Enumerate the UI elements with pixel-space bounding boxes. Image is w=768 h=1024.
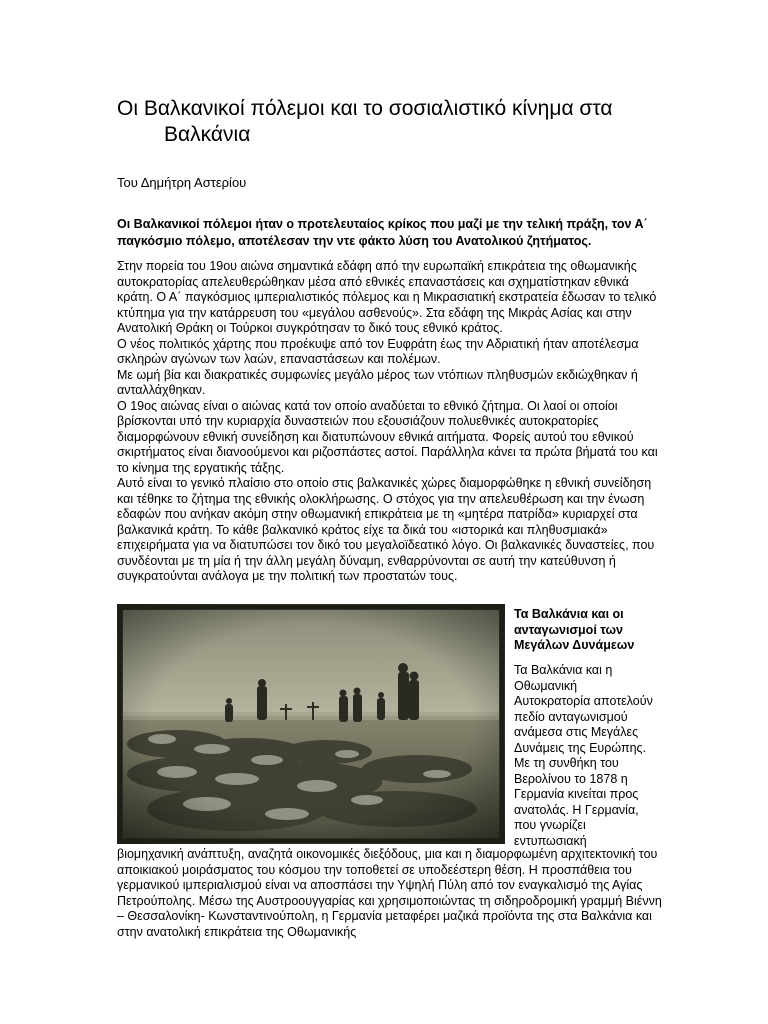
- continued-text: [117, 847, 662, 940]
- article-body: [117, 259, 662, 585]
- body-paragraph: Αυτό είναι το γενικό πλαίσιο στο οποίο στις βαλκανικές χώρες διαμορφώθηκε η εθνική συνείδηση και τέθηκε το ζήτημα της εθνικής ολοκλήρωσης. Ο στόχος για την απελευθέρωση και την ένωση εδαφών που ανήκαν ακόμη στην οθωμανική επικράτεια με τη «μητέρα πατρίδα» κυριαρχεί στα βαλκανικά κράτη. Το κάθε βαλκανικό κράτος είχε τα δικά του «ιστορικά και πληθυσμιακά» επιχειρήματα για να διατυπώσει τον δικό του μεγαλοϊδεατικό λόγο. Οι βαλκανικές δυναστείες, που συνδέονται με τη μία ή την άλλη μεγάλη δύναμη, ενθαρρύνονται σε αυτή την κατεύθυνση ή συγκρατούνται ανάλογα με την πολιτική των προστατών τους.: [117, 476, 655, 583]
- historical-photo: [117, 604, 505, 844]
- title-line-2: Βαλκάνια: [164, 123, 251, 146]
- body-paragraph: Με ωμή βία και διακρατικές συμφωνίες μεγάλο μέρος των ντόπιων πληθυσμών εκδιώχθηκαν ή ανταλλάχθηκαν.: [117, 367, 638, 397]
- body-paragraph: Στην πορεία του 19ου αιώνα σημαντικά εδάφη από την ευρωπαϊκή επικράτεια της οθωμανικής αυτοκρατορίας απελευθερώθηκαν μέσα από εθνικές επαναστάσεις και σχηματίστηκαν εθνικά κράτη. Ο Α΄ παγκόσμιος ιμπεριαλιστικός πόλεμος και η Μικρασιατική εκστρατεία έδωσαν το τελικό κτύπημα για την κατάρρευση του «μεγάλου ασθενούς». Στα εδάφη της Μικράς Ασίας και στην Ανατολική Θράκη οι Τούρκοι συγκρότησαν το δικό τους εθνικό κράτος.: [117, 259, 657, 335]
- body-paragraph: Ο νέος πολιτικός χάρτης που προέκυψε από τον Ευφράτη έως την Αδριατική ήταν αποτέλεσμα σκληρών αγώνων των λαών, επαναστάσεων και πολέμων.: [117, 336, 639, 366]
- author-byline: Του Δημήτρη Αστερίου: [117, 175, 247, 190]
- sidebar-heading: Τα Βαλκάνια και οι ανταγωνισμοί των Μεγάλων Δυνάμεων: [514, 607, 635, 652]
- body-paragraph: Ο 19ος αιώνας είναι ο αιώνας κατά τον οποίο αναδύεται το εθνικό ζήτημα. Οι λαοί οι οποίοι βρίσκονται υπό την κυριαρχία δυναστειών που εξουσιάζουν πολυεθνικές αυτοκρατορίες διαμορφώνουν εθνική συνείδηση και διατυπώνουν εθνικά αιτήματα. Φορείς αυτού του εθνικού σκιρτήματος είναι διανοούμενοι και ριζοσπάστες αστοί. Παράλληλα κάνει τα πρώτα βήματά του και το κίνημα της εργατικής τάξης.: [117, 398, 658, 475]
- title-line-1: Οι Βαλκανικοί πόλεμοι και το σοσιαλιστικό κίνημα στα: [117, 97, 613, 120]
- lead-paragraph: Οι Βαλκανικοί πόλεμοι ήταν ο προτελευταίος κρίκος που μαζί με την τελική πράξη, τον Α΄ παγκόσμιο πόλεμο, αποτέλεσαν την ντε φάκτο λύση του Ανατολικού ζητήματος.: [117, 217, 648, 248]
- battlefield-photo-illustration: [117, 604, 505, 844]
- body-paragraph: βιομηχανική ανάπτυξη, αναζητά οικονομικές διεξόδους, μια και η διαμορφωμένη αρχιτεκτονική του αποικιακού μοιράσματος του κόσμου την τοποθετεί σε υποδεέστερη θέση. Η προσπάθεια του γερμανικού ιμπεριαλισμού είναι να αποσπάσει την Υψηλή Πύλη από τον εναγκαλισμό της Αγίας Πετρούπολης. Μέσω της Αυστροουγγαρίας και χρησιμοποιώντας τη σιδηροδρομική γραμμή Βιέννη – Θεσσαλονίκη- Κωνσταντινούπολη, η Γερμανία μεταφέρει μαζικά προϊόντα της στα Βαλκάνια και στην ανατολική επικράτεια της Οθωμανικής: [117, 847, 662, 939]
- sidebar-paragraph: Τα Βαλκάνια και η Οθωμανική Αυτοκρατορία αποτελούν πεδίο ανταγωνισμού ανάμεσα στις Μεγάλες Δυνάμεις της Ευρώπης.: [514, 663, 653, 755]
- sidebar-body: [514, 663, 654, 849]
- article-title: [117, 96, 677, 148]
- sidebar-paragraph: Με τη συνθήκη του Βερολίνου το 1878 η Γερμανία κινείται προς ανατολάς. Η Γερμανία, που γνωρίζει εντυπωσιακή: [514, 756, 639, 848]
